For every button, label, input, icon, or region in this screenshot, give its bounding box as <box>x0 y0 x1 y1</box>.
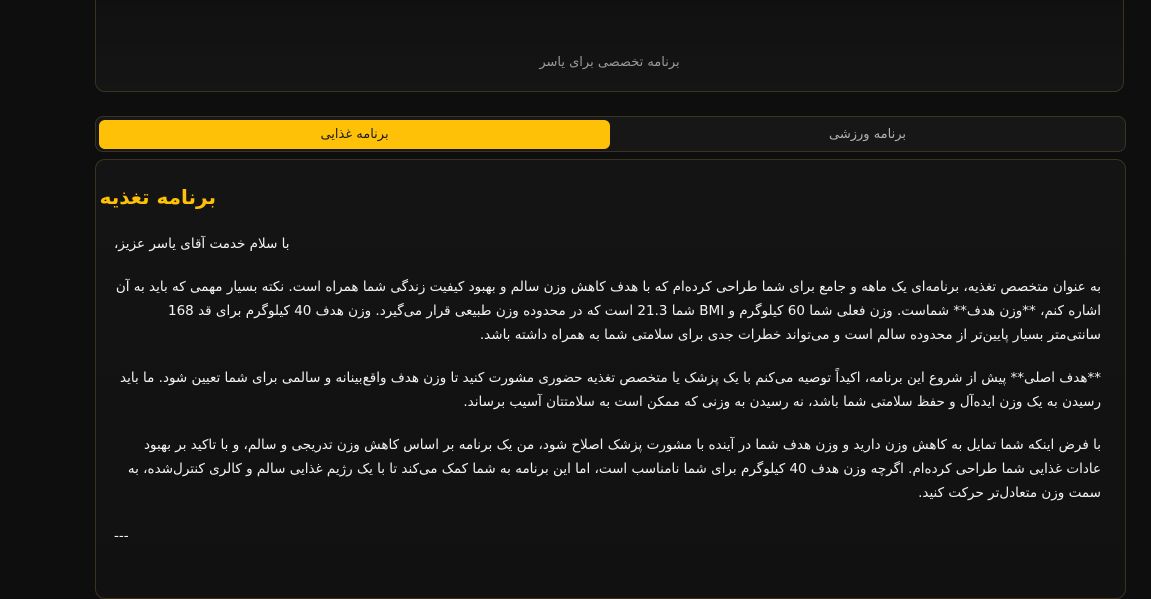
plan-subtitle: برنامه تخصصی برای یاسر <box>539 55 680 70</box>
separator-text: --- <box>114 528 129 544</box>
tab-diet-plan[interactable]: برنامه غذایی <box>99 120 610 149</box>
plan-body <box>114 232 1101 567</box>
warning-paragraph: **هدف اصلی** پیش از شروع این برنامه، اکیداً توصیه می‌کنم با یک پزشک یا متخصص تغذیه حضوری مشورت کنید تا وزن هدف واقع‌بینانه و سالمی برای شما تعیین شود. ما باید رسیدن به یک وزن ایده‌آل و حفظ سلامتی شما باشد، نه رسیدن به وزنی که ممکن است به سلامتتان آسیب برساند. <box>120 370 1101 410</box>
plan-tabs <box>95 116 1126 152</box>
greeting-paragraph: با سلام خدمت آقای یاسر عزیز، <box>114 236 290 252</box>
diet-plan-card <box>95 159 1126 599</box>
tab-exercise-plan[interactable]: برنامه ورزشی <box>829 127 906 142</box>
approach-paragraph: با فرض اینکه شما تمایل به کاهش وزن دارید و وزن هدف شما در آینده با مشورت پزشک اصلاح شود، من یک برنامه بر اساس کاهش وزن تدریجی و سالم، و با تاکید بر بهبود عادات غذایی شما طراحی کرده‌ام. اگرچه وزن هدف 40 کیلوگرم برای شما نامناسب است، اما این برنامه به شما کمک می‌کند تا با یک رژیم غذایی سالم و کالری کنترل‌شده، به سمت وزن متعادل‌تر حرکت کنید. <box>127 437 1101 501</box>
profile-card <box>95 0 1124 92</box>
plan-title: برنامه تغذیه <box>99 185 216 209</box>
intro-paragraph: به عنوان متخصص تغذیه، برنامه‌ای یک ماهه و جامع برای شما طراحی کرده‌ام که با هدف کاهش وزن سالم و بهبود کیفیت زندگی شما همراه است. نکته بسیار مهمی که باید به آن اشاره کنم، **وزن هدف** شماست. وزن فعلی شما 60 کیلوگرم و BMI شما 21.3 است که در محدوده وزن طبیعی قرار می‌گیرد. وزن هدف 40 کیلوگرم برای قد 168 سانتی‌متر بسیار پایین‌تر از محدوده سالم است و می‌تواند خطرات جدی برای سلامتی شما به همراه داشته باشد. <box>115 279 1101 343</box>
